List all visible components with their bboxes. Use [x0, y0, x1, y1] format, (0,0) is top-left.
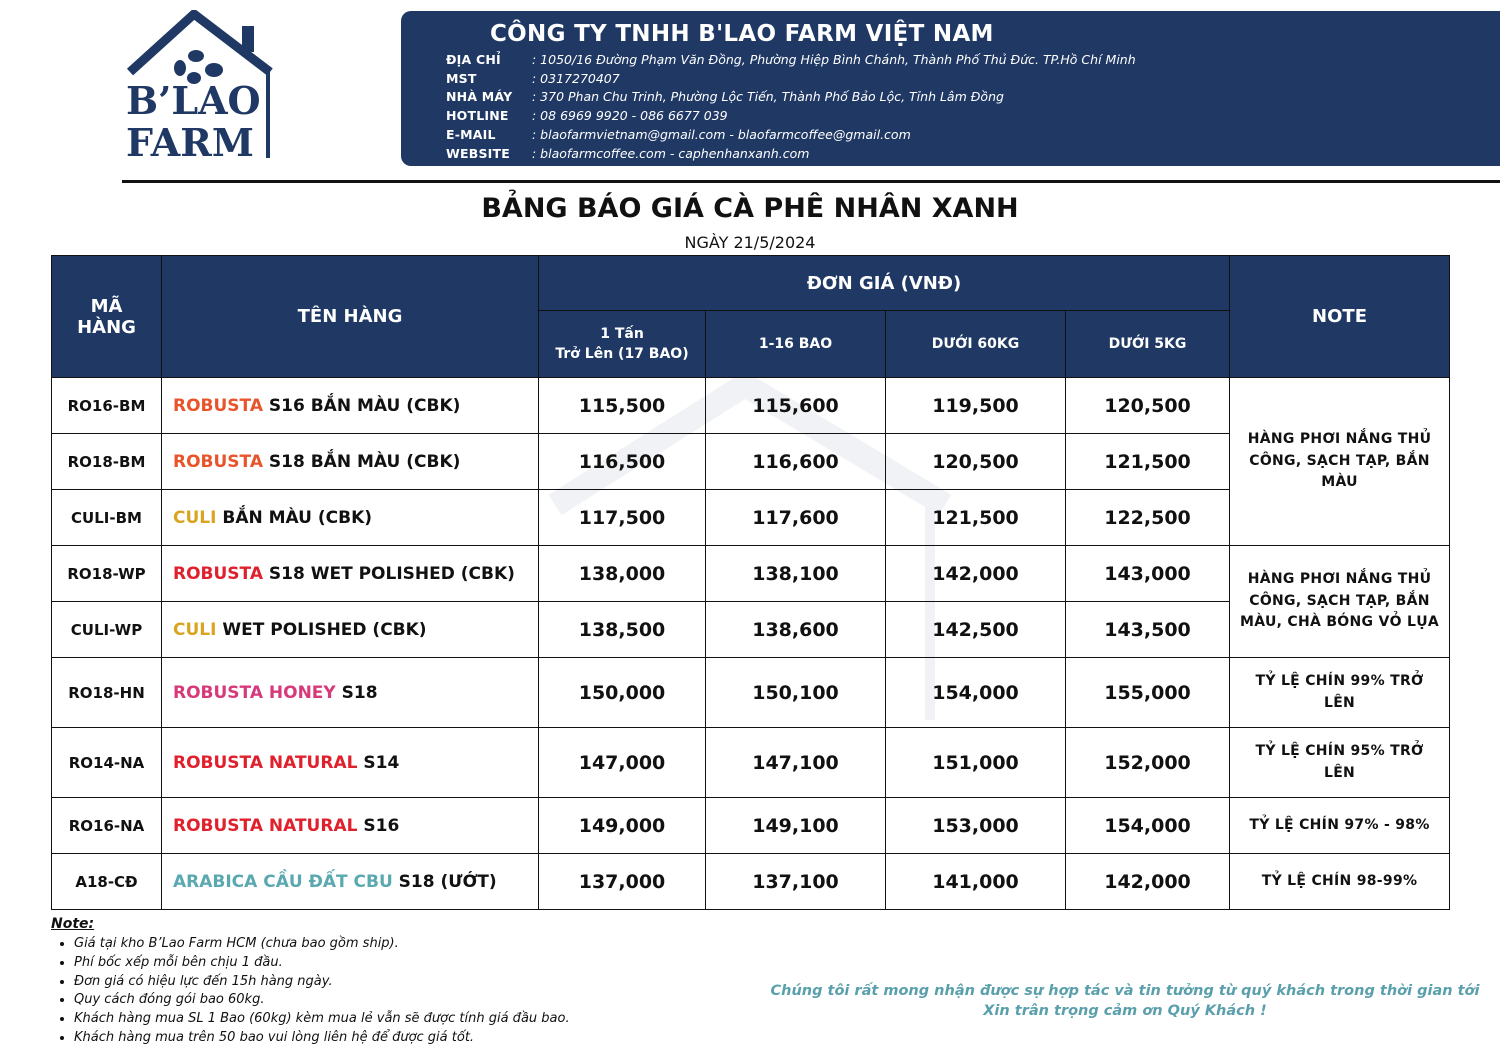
info-label: E-MAIL [446, 127, 496, 143]
header-tier-1-line2: Trở Lên (17 BAO) [555, 346, 689, 362]
product-code: RO18-WP [52, 546, 162, 602]
product-name [162, 434, 539, 490]
product-name-rest: S18 [335, 682, 378, 703]
note-cell: TỶ LỆ CHÍN 99% TRỞ LÊN [1230, 658, 1450, 728]
price-cell: 147,000 [539, 728, 706, 798]
info-value: : 0317270407 [532, 70, 620, 86]
price-cell: 137,000 [539, 854, 706, 910]
price-cell: 116,500 [539, 434, 706, 490]
product-name-highlight: ROBUSTA [173, 395, 263, 416]
product-code: CULI-WP [52, 602, 162, 658]
info-value: : blaofarmcoffee.com - caphenhanxanh.com [532, 145, 810, 161]
product-name-rest: S16 [357, 815, 400, 836]
company-info [446, 50, 1136, 163]
logo-line1: B’LAO [126, 78, 261, 123]
list-item: • Quy cách đóng gói bao 60kg. [74, 991, 570, 1010]
note-cell: TỶ LỆ CHÍN 95% TRỞ LÊN [1230, 728, 1450, 798]
info-row-address [446, 50, 1136, 69]
header-tier-under-60kg: DƯỚI 60KG [886, 311, 1066, 378]
price-cell: 117,500 [539, 490, 706, 546]
product-name-rest: WET POLISHED (CBK) [216, 619, 427, 640]
product-name-highlight: CULI [173, 619, 217, 640]
footer-note-list [51, 935, 570, 1048]
product-code: CULI-BM [52, 490, 162, 546]
header-price-group: ĐƠN GIÁ (VNĐ) [539, 256, 1230, 311]
product-name-rest: S18 WET POLISHED (CBK) [262, 563, 515, 584]
price-cell: 152,000 [1066, 728, 1230, 798]
product-name-rest: S18 (ƯỚT) [392, 871, 497, 892]
product-name-highlight: ROBUSTA [173, 451, 263, 472]
page-title: BẢNG BÁO GIÁ CÀ PHÊ NHÂN XANH [481, 193, 1019, 224]
product-name [162, 378, 539, 434]
price-cell: 120,500 [1066, 378, 1230, 434]
price-cell: 142,000 [1066, 854, 1230, 910]
thanks-line-2: Xin trân trọng cảm ơn Quý Khách ! [983, 1003, 1267, 1019]
table-row [52, 546, 1450, 602]
price-cell: 138,600 [706, 602, 886, 658]
price-cell: 155,000 [1066, 658, 1230, 728]
info-label: NHÀ MÁY [446, 89, 513, 105]
price-cell: 115,600 [706, 378, 886, 434]
price-cell: 149,000 [539, 798, 706, 854]
price-cell: 120,500 [886, 434, 1066, 490]
product-name-rest: BẮN MÀU (CBK) [216, 507, 373, 528]
company-logo [122, 10, 278, 162]
product-code: RO14-NA [52, 728, 162, 798]
price-cell: 137,100 [706, 854, 886, 910]
header-divider [122, 180, 1500, 183]
product-name [162, 602, 539, 658]
header-name: TÊN HÀNG [162, 256, 539, 378]
price-cell: 141,000 [886, 854, 1066, 910]
product-code: A18-CĐ [52, 854, 162, 910]
product-name-rest: S18 BẮN MÀU (CBK) [262, 451, 461, 472]
product-name [162, 798, 539, 854]
header-code-line2: HÀNG [77, 316, 136, 338]
thanks-line-1: Chúng tôi rất mong nhận được sự hợp tác và tin tưởng từ quý khách trong thời gian tới [770, 983, 1480, 999]
product-name [162, 854, 539, 910]
list-item: • Khách hàng mua SL 1 Bao (60kg) kèm mua lẻ vẫn sẽ được tính giá đầu bao. [74, 1010, 570, 1029]
note-cell: TỶ LỆ CHÍN 97% - 98% [1230, 798, 1450, 854]
product-name-highlight: ROBUSTA HONEY [173, 682, 336, 703]
price-cell: 143,000 [1066, 546, 1230, 602]
info-label: WEBSITE [446, 145, 510, 161]
product-name-highlight: CULI [173, 507, 217, 528]
info-row-website [446, 144, 1136, 163]
table-row [52, 658, 1450, 728]
note-cell: TỶ LỆ CHÍN 98-99% [1230, 854, 1450, 910]
header-tier-1-line1: 1 Tấn [600, 326, 644, 342]
list-item: • Giá tại kho B’Lao Farm HCM (chưa bao gồm ship). [74, 935, 570, 954]
price-cell: 138,500 [539, 602, 706, 658]
company-name: CÔNG TY TNHH B'LAO FARM VIỆT NAM [490, 21, 994, 47]
header-tier-under-5kg: DƯỚI 5KG [1066, 311, 1230, 378]
logo-line2: FARM [126, 120, 254, 162]
product-name-highlight: ROBUSTA [173, 563, 263, 584]
note-cell: HÀNG PHƠI NẮNG THỦ CÔNG, SẠCH TẠP, BẮN MÀU, CHÀ BÓNG VỎ LỤA [1230, 546, 1450, 658]
price-cell: 147,100 [706, 728, 886, 798]
info-row-email [446, 125, 1136, 144]
product-code: RO18-HN [52, 658, 162, 728]
note-cell: HÀNG PHƠI NẮNG THỦ CÔNG, SẠCH TẠP, BẮN MÀU [1230, 378, 1450, 546]
table-row [52, 728, 1450, 798]
product-name-rest: S16 BẮN MÀU (CBK) [262, 395, 461, 416]
product-code: RO18-BM [52, 434, 162, 490]
price-cell: 119,500 [886, 378, 1066, 434]
header-code-line1: MÃ [90, 295, 123, 317]
product-name [162, 490, 539, 546]
info-row-hotline [446, 106, 1136, 125]
price-cell: 149,100 [706, 798, 886, 854]
price-cell: 153,000 [886, 798, 1066, 854]
product-name [162, 546, 539, 602]
product-name-rest: S14 [357, 752, 400, 773]
price-cell: 121,500 [886, 490, 1066, 546]
header-note: NOTE [1230, 256, 1450, 378]
house-logo-icon [122, 10, 278, 162]
list-item: • Phí bốc xếp mỗi bên chịu 1 đầu. [74, 954, 570, 973]
list-item: • Đơn giá có hiệu lực đến 15h hàng ngày. [74, 973, 570, 992]
info-value: : blaofarmvietnam@gmail.com - blaofarmcoffee@gmail.com [532, 127, 911, 143]
price-cell: 117,600 [706, 490, 886, 546]
product-name-highlight: ARABICA CẦU ĐẤT CBU [173, 871, 393, 892]
price-cell: 154,000 [1066, 798, 1230, 854]
price-date: NGÀY 21/5/2024 [684, 233, 816, 252]
info-row-factory [446, 88, 1136, 107]
price-cell: 142,000 [886, 546, 1066, 602]
product-code: RO16-BM [52, 378, 162, 434]
footer-notes [51, 916, 570, 1048]
price-cell: 151,000 [886, 728, 1066, 798]
price-cell: 143,500 [1066, 602, 1230, 658]
price-cell: 116,600 [706, 434, 886, 490]
table-row [52, 798, 1450, 854]
info-row-tax-code [446, 69, 1136, 88]
product-code: RO16-NA [52, 798, 162, 854]
list-item: • Khách hàng mua trên 50 bao vui lòng liên hệ để được giá tốt. [74, 1029, 570, 1048]
header-code [52, 256, 162, 378]
header-tier-1-16-bags: 1-16 BAO [706, 311, 886, 378]
table-row [52, 378, 1450, 434]
info-label: HOTLINE [446, 108, 509, 124]
header-tier-1-ton [539, 311, 706, 378]
info-label: MST [446, 70, 477, 86]
thanks-message [760, 981, 1490, 1021]
info-value: : 370 Phan Chu Trinh, Phường Lộc Tiến, Thành Phố Bảo Lộc, Tỉnh Lâm Đồng [532, 89, 1004, 105]
table-row [52, 854, 1450, 910]
price-cell: 138,100 [706, 546, 886, 602]
price-cell: 121,500 [1066, 434, 1230, 490]
price-table [51, 255, 1450, 910]
company-header [401, 11, 1500, 166]
price-cell: 150,000 [539, 658, 706, 728]
price-cell: 115,500 [539, 378, 706, 434]
footer-note-title: Note: [51, 916, 95, 932]
product-name-highlight: ROBUSTA NATURAL [173, 752, 358, 773]
product-name-highlight: ROBUSTA NATURAL [173, 815, 358, 836]
price-cell: 150,100 [706, 658, 886, 728]
price-cell: 122,500 [1066, 490, 1230, 546]
price-cell: 142,500 [886, 602, 1066, 658]
price-cell: 154,000 [886, 658, 1066, 728]
info-value: : 08 6969 9920 - 086 6677 039 [532, 108, 728, 124]
info-label: ĐỊA CHỈ [446, 51, 501, 67]
price-cell: 138,000 [539, 546, 706, 602]
product-name [162, 658, 539, 728]
info-value: : 1050/16 Đường Phạm Văn Đồng, Phường Hiệp Bình Chánh, Thành Phố Thủ Đức. TP.Hồ Chí Minh [532, 51, 1136, 67]
product-name [162, 728, 539, 798]
